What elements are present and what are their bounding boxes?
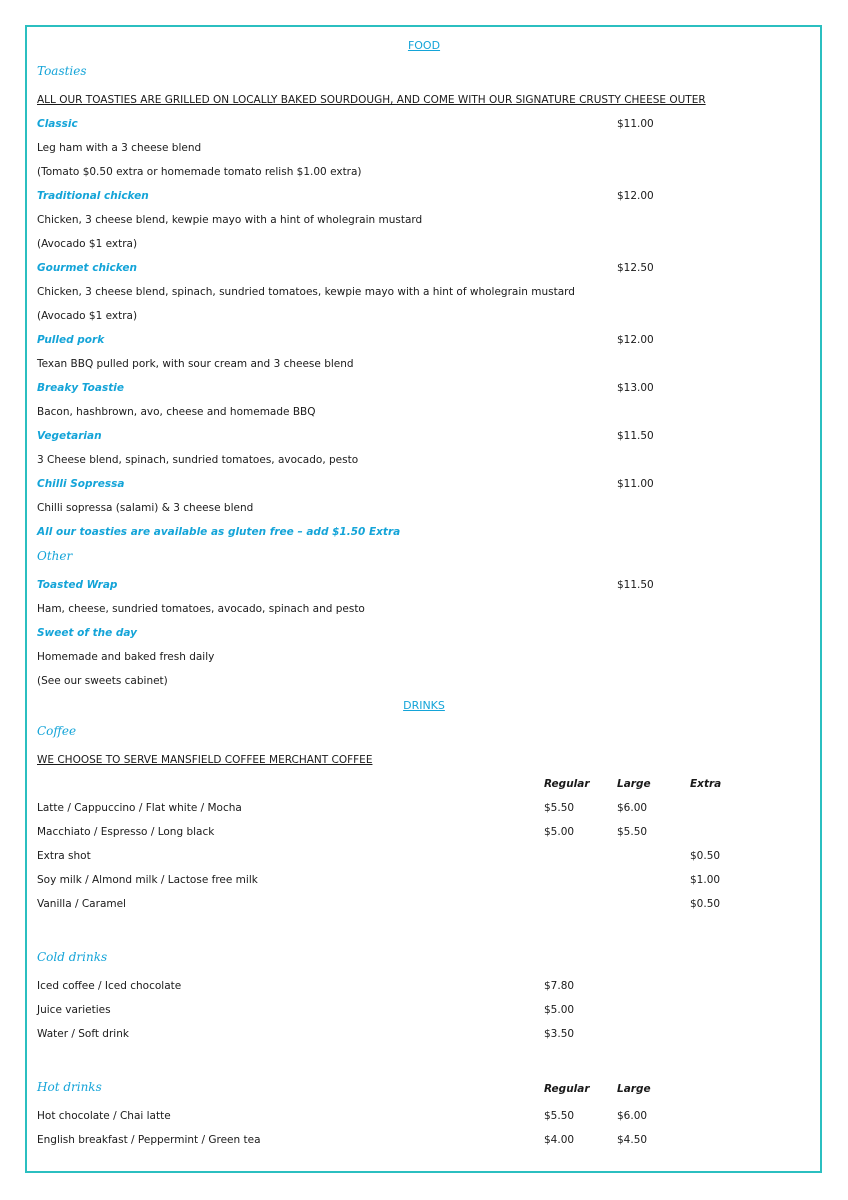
gluten-free-note: All our toasties are available as gluten free – add $1.50 Extra xyxy=(37,526,401,538)
food-heading: FOOD xyxy=(407,39,441,52)
column-header-large: Large xyxy=(617,1083,651,1095)
item-description: Ham, cheese, sundried tomatoes, avocado, spinach and pesto xyxy=(37,603,365,615)
item-description: 3 Cheese blend, spinach, sundried tomatoes, avocado, pesto xyxy=(37,454,359,466)
toasties-title: Toasties xyxy=(37,64,87,78)
drink-name: Hot chocolate / Chai latte xyxy=(37,1110,171,1122)
column-header-regular: Regular xyxy=(544,1083,590,1095)
item-description: (Avocado $1 extra) xyxy=(37,238,138,250)
other-title: Other xyxy=(37,549,73,563)
drink-name: English breakfast / Peppermint / Green tea xyxy=(37,1134,261,1146)
drinks-heading: DRINKS xyxy=(403,699,445,712)
price-extra: $0.50 xyxy=(690,850,721,862)
drink-name: Iced coffee / Iced chocolate xyxy=(37,980,182,992)
item-price: $11.50 xyxy=(617,430,654,442)
drink-name: Vanilla / Caramel xyxy=(37,898,126,910)
item-name: Traditional chicken xyxy=(37,190,149,202)
column-header-large: Large xyxy=(617,778,651,790)
item-price: $12.00 xyxy=(617,334,654,346)
drink-name: Latte / Cappuccino / Flat white / Mocha xyxy=(37,802,242,814)
item-price: $11.00 xyxy=(617,118,654,130)
drink-price: $3.50 xyxy=(544,1028,575,1040)
coffee-note: WE CHOOSE TO SERVE MANSFIELD COFFEE MERCHANT COFFEE xyxy=(37,754,373,766)
item-name: Toasted Wrap xyxy=(37,579,118,591)
drink-name: Macchiato / Espresso / Long black xyxy=(37,826,215,838)
drink-price: $7.80 xyxy=(544,980,575,992)
price-large: $4.50 xyxy=(617,1134,648,1146)
price-large: $6.00 xyxy=(617,1110,648,1122)
price-large: $6.00 xyxy=(617,802,648,814)
item-price: $11.00 xyxy=(617,478,654,490)
coffee-title: Coffee xyxy=(37,724,77,738)
item-name: Chilli Sopressa xyxy=(37,478,125,490)
item-description: Leg ham with a 3 cheese blend xyxy=(37,142,202,154)
drink-name: Juice varieties xyxy=(37,1004,111,1016)
item-price: $12.50 xyxy=(617,262,654,274)
column-header-extra: Extra xyxy=(690,778,722,790)
price-extra: $0.50 xyxy=(690,898,721,910)
price-regular: $5.50 xyxy=(544,802,575,814)
item-description: Texan BBQ pulled pork, with sour cream and 3 cheese blend xyxy=(37,358,354,370)
item-price: $13.00 xyxy=(617,382,654,394)
drink-name: Water / Soft drink xyxy=(37,1028,129,1040)
item-description: Chilli sopressa (salami) & 3 cheese blend xyxy=(37,502,254,514)
item-name: Gourmet chicken xyxy=(37,262,137,274)
item-name: Breaky Toastie xyxy=(37,382,124,394)
item-description: Homemade and baked fresh daily xyxy=(37,651,215,663)
price-regular: $5.00 xyxy=(544,826,575,838)
cold-drinks-title: Cold drinks xyxy=(37,950,108,964)
price-regular: $4.00 xyxy=(544,1134,575,1146)
item-price: $12.00 xyxy=(617,190,654,202)
item-description: (Tomato $0.50 extra or homemade tomato relish $1.00 extra) xyxy=(37,166,362,178)
column-header-regular: Regular xyxy=(544,778,590,790)
toasties-note: ALL OUR TOASTIES ARE GRILLED ON LOCALLY BAKED SOURDOUGH, AND COME WITH OUR SIGNATURE CRUSTY CHEESE OUTER xyxy=(37,94,706,106)
price-large: $5.50 xyxy=(617,826,648,838)
item-name: Sweet of the day xyxy=(37,627,138,639)
hot-drinks-title: Hot drinks xyxy=(37,1080,102,1094)
drink-price: $5.00 xyxy=(544,1004,575,1016)
item-description: Chicken, 3 cheese blend, spinach, sundried tomatoes, kewpie mayo with a hint of wholegrain mustard xyxy=(37,286,575,298)
item-description: (Avocado $1 extra) xyxy=(37,310,138,322)
item-name: Pulled pork xyxy=(37,334,105,346)
item-price: $11.50 xyxy=(617,579,654,591)
item-name: Classic xyxy=(37,118,78,130)
price-regular: $5.50 xyxy=(544,1110,575,1122)
item-description: (See our sweets cabinet) xyxy=(37,675,168,687)
price-extra: $1.00 xyxy=(690,874,721,886)
item-description: Bacon, hashbrown, avo, cheese and homemade BBQ xyxy=(37,406,316,418)
item-description: Chicken, 3 cheese blend, kewpie mayo with a hint of wholegrain mustard xyxy=(37,214,423,226)
item-name: Vegetarian xyxy=(37,430,102,442)
drink-name: Extra shot xyxy=(37,850,91,862)
drink-name: Soy milk / Almond milk / Lactose free milk xyxy=(37,874,258,886)
